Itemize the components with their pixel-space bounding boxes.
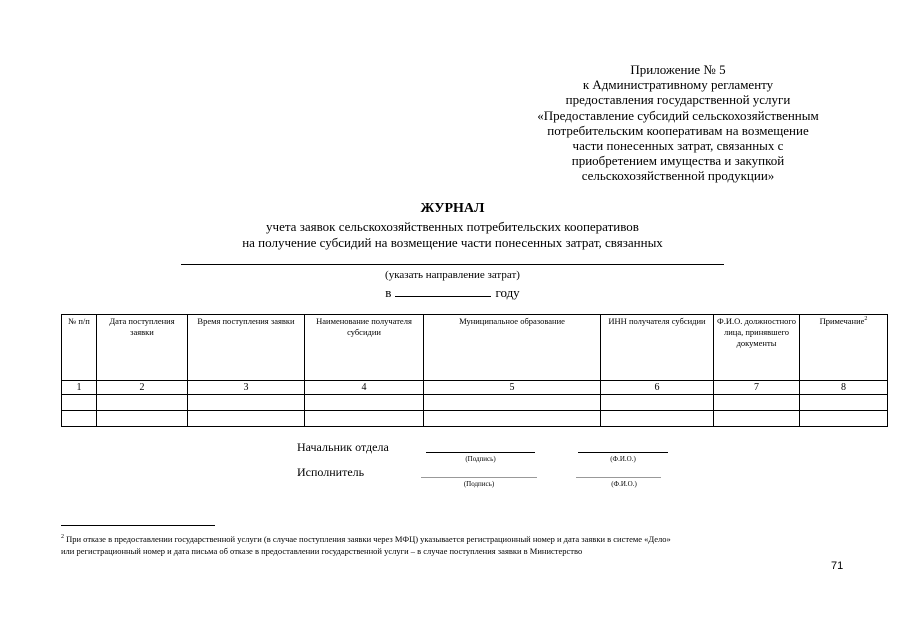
table-cell[interactable] — [601, 411, 714, 427]
column-number: 6 — [601, 381, 714, 395]
footnote-text1: При отказе в предоставлении государственной услуги (в случае поступления заявки через МФЦ) указывается регистрационный номер и дата заявки в системе «Дело» — [66, 534, 671, 544]
header-inn: ИНН получателя субсидии — [601, 315, 714, 381]
journal-subtitle-line1: учета заявок сельскохозяйственных потребительских кооперативов — [266, 219, 639, 234]
appendix-line: сельскохозяйственной продукции» — [581, 168, 775, 184]
column-number: 4 — [305, 381, 424, 395]
table-cell[interactable] — [305, 395, 424, 411]
head-signature-line[interactable] — [426, 452, 535, 453]
executor-name-line[interactable] — [576, 477, 661, 478]
footnote-text2: или регистрационный номер и дата письма об отказе в предоставлении государственной услуги – в случае поступления заявки в Министерство — [61, 546, 583, 556]
journal-title: ЖУРНАЛ — [420, 201, 485, 216]
table-cell[interactable] — [188, 411, 305, 427]
appendix-line: к Административному регламенту — [582, 77, 774, 93]
table-row — [62, 395, 888, 411]
table-cell[interactable] — [424, 411, 601, 427]
header-number: № п/п — [62, 315, 97, 381]
page-number: 71 — [831, 560, 844, 572]
appendix-line: предоставления государственной услуги — [565, 92, 791, 108]
column-number-row — [62, 381, 888, 395]
appendix-line: Приложение № 5 — [630, 62, 726, 77]
appendix-line: части понесенных затрат, связанных с — [572, 138, 784, 154]
footnote-ref: 2 — [864, 316, 868, 323]
column-number: 1 — [62, 381, 97, 395]
appendix-line: потребительским кооперативам на возмещение — [547, 122, 809, 138]
column-number: 3 — [188, 381, 305, 395]
year-blank — [395, 286, 491, 297]
column-number: 8 — [800, 381, 888, 395]
table-cell[interactable] — [97, 411, 188, 427]
table-cell[interactable] — [714, 411, 800, 427]
column-number: 7 — [714, 381, 800, 395]
footnote — [61, 533, 861, 557]
table-cell[interactable] — [97, 395, 188, 411]
table-cell[interactable] — [305, 411, 424, 427]
journal-table — [61, 314, 888, 427]
table-header-row — [62, 315, 888, 381]
table-cell[interactable] — [62, 395, 97, 411]
column-number: 2 — [97, 381, 188, 395]
footnote-line1 — [61, 533, 861, 545]
header-official: Ф.И.О. должностного лица, принявшего документы — [714, 315, 800, 381]
appendix-line: «Предоставление субсидий сельскохозяйственным — [537, 107, 819, 123]
appendix-header — [500, 62, 856, 184]
table-cell[interactable] — [62, 411, 97, 427]
direction-blank-line — [181, 264, 724, 265]
table-cell[interactable] — [714, 395, 800, 411]
footnote-separator — [61, 525, 215, 526]
executor-signature-caption: (Подпись) — [463, 480, 495, 488]
header-municipality: Муниципальное образование — [424, 315, 601, 381]
table-cell[interactable] — [800, 395, 888, 411]
executor-name-caption: (Ф.И.О.) — [611, 480, 637, 488]
table-cell[interactable] — [188, 395, 305, 411]
table-cell[interactable] — [424, 395, 601, 411]
header-note-label: Примечание — [819, 316, 865, 326]
journal-subtitle-line2: на получение субсидий на возмещение части понесенных затрат, связанных — [242, 235, 663, 250]
direction-hint: (указать направление затрат) — [385, 269, 520, 281]
appendix-line: приобретением имущества и закупкой — [571, 153, 785, 169]
header-recipient: Наименование получателя субсидии — [305, 315, 424, 381]
header-note — [800, 315, 888, 381]
year-prefix: в — [385, 285, 392, 300]
head-name-line[interactable] — [578, 452, 668, 453]
table-cell[interactable] — [800, 411, 888, 427]
column-number: 5 — [424, 381, 601, 395]
executor-signature-line[interactable] — [421, 477, 537, 478]
table-row — [62, 411, 888, 427]
footnote-mark: 2 — [61, 534, 64, 541]
header-date: Дата поступления заявки — [97, 315, 188, 381]
head-signature-caption: (Подпись) — [465, 455, 496, 463]
year-suffix: году — [495, 285, 520, 300]
head-name-caption: (Ф.И.О.) — [610, 455, 636, 463]
table-cell[interactable] — [601, 395, 714, 411]
head-of-department-label: Начальник отдела — [297, 440, 389, 454]
executor-label: Исполнитель — [297, 465, 365, 479]
year-line — [0, 285, 905, 301]
header-time: Время поступления заявки — [188, 315, 305, 381]
